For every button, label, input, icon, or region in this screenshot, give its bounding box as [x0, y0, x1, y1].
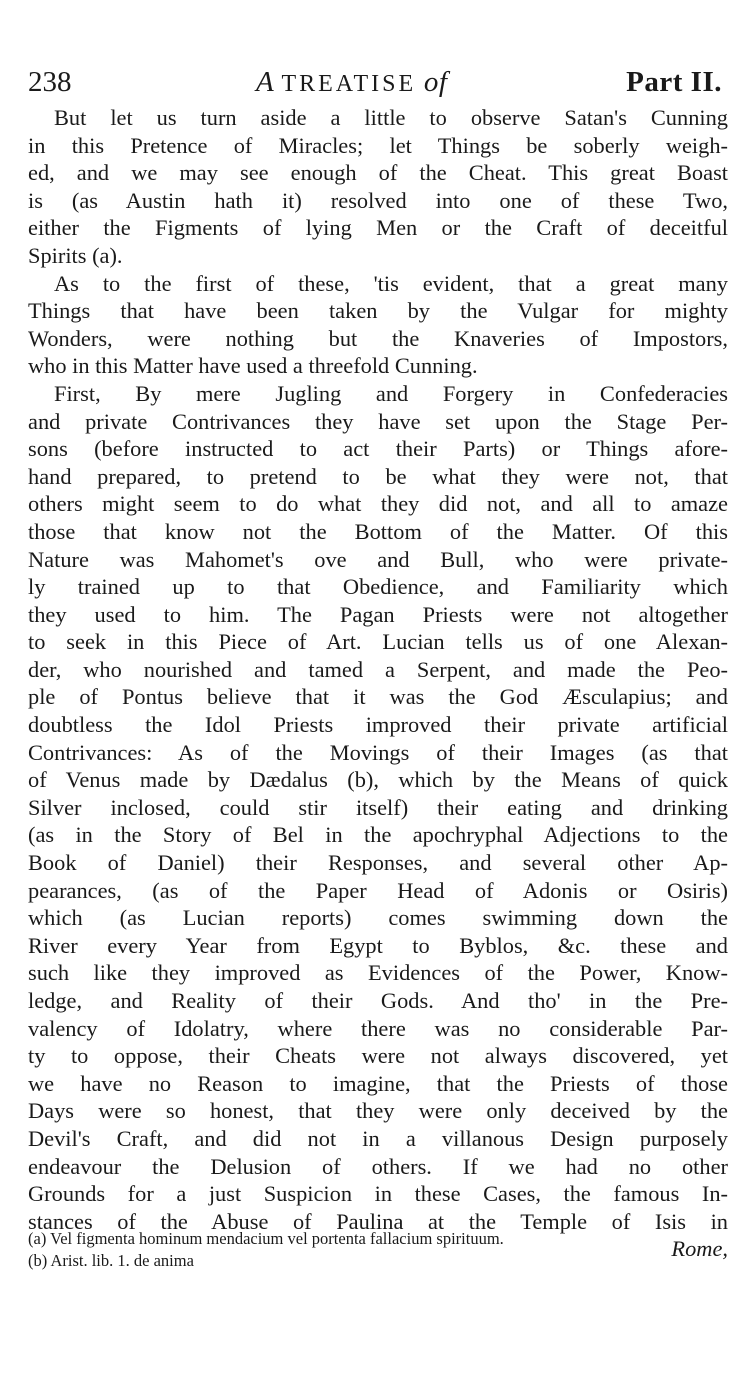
- text-line: we have no Reason to imagine, that the Priests of those: [28, 1070, 728, 1096]
- body-text: [28, 104, 728, 1263]
- text-line: Silver inclosed, could stir itself) their eating and drinking: [28, 794, 728, 820]
- text-line: Days were so honest, that they were only deceived by the: [28, 1098, 728, 1124]
- text-line: River every Year from Egypt to Byblos, &c. these and: [28, 932, 728, 958]
- text-line: ledge, and Reality of their Gods. And tho' in the Pre-: [28, 988, 728, 1013]
- footnote-a: (a) Vel figmenta hominum mendacium vel portenta fallacium spirituum.: [28, 1229, 504, 1248]
- part-label: Part II.: [626, 66, 722, 98]
- running-head: [28, 62, 726, 102]
- text-line: in this Pretence of Miracles; let Things be soberly weigh-: [28, 132, 728, 158]
- text-line: valency of Idolatry, where there was no considerable Par-: [28, 1015, 728, 1041]
- text-line: Devil's Craft, and did not in a villanous Design purposely: [28, 1125, 728, 1151]
- text-line: Spirits (a).: [28, 242, 123, 268]
- text-line: others might seem to do what they did not, and all to amaze: [28, 491, 728, 517]
- running-title-main: TREATISE: [281, 71, 417, 97]
- footnotes: [28, 1228, 728, 1272]
- text-line: ly trained up to that Obedience, and Familiarity which: [28, 574, 728, 600]
- text-line: of Venus made by Dædalus (b), which by the Means of quick: [28, 767, 728, 793]
- text-line: to seek in this Piece of Art. Lucian tells us of one Alexan-: [28, 629, 728, 655]
- text-line: (as in the Story of Bel in the apochryphal Adjections to the: [28, 822, 728, 848]
- page-number: 238: [28, 66, 72, 98]
- text-line: Things that have been taken by the Vulgar for mighty: [28, 298, 728, 324]
- text-line: those that know not the Bottom of the Matter. Of this: [28, 518, 728, 544]
- running-title: [256, 62, 447, 104]
- text-line: endeavour the Delusion of others. If we had no other: [28, 1153, 728, 1179]
- text-line: such like they improved as Evidences of the Power, Know-: [28, 960, 728, 986]
- text-line: who in this Matter have used a threefold Cunning.: [28, 353, 478, 379]
- text-line: either the Figments of lying Men or the Craft of deceitful: [28, 215, 728, 241]
- text-line: Book of Daniel) their Responses, and several other Ap-: [28, 850, 728, 876]
- running-title-article: A: [256, 66, 274, 98]
- text-line: Grounds for a just Suspicion in these Cases, the famous In-: [28, 1181, 728, 1207]
- text-line: First, By mere Jugling and Forgery in Confederacies: [54, 380, 728, 406]
- text-line: Wonders, were nothing but the Knaveries of Impostors,: [28, 325, 728, 351]
- catchword: Rome,: [671, 1236, 728, 1262]
- text-line: Nature was Mahomet's ove and Bull, who were private-: [28, 546, 728, 572]
- text-line: doubtless the Idol Priests improved their private artificial: [28, 712, 728, 738]
- text-line: pearances, (as of the Paper Head of Adonis or Osiris): [28, 877, 728, 903]
- text-line: and private Contrivances they have set upon the Stage Per-: [28, 408, 728, 434]
- text-line: As to the first of these, 'tis evident, that a great many: [54, 270, 728, 296]
- text-line: is (as Austin hath it) resolved into one of these Two,: [28, 187, 728, 213]
- text-line: ed, and we may see enough of the Cheat. This great Boast: [28, 160, 728, 186]
- text-line: Contrivances: As of the Movings of their Images (as that: [28, 739, 728, 765]
- text-line: ple of Pontus believe that it was the God Æsculapius; and: [28, 684, 728, 710]
- footnote-b: (b) Arist. lib. 1. de anima: [28, 1251, 194, 1270]
- text-line: they used to him. The Pagan Priests were not altogether: [28, 601, 728, 627]
- running-title-of: of: [423, 66, 448, 98]
- text-line: which (as Lucian reports) comes swimming down the: [28, 905, 728, 931]
- text-line: der, who nourished and tamed a Serpent, and made the Peo-: [28, 656, 728, 682]
- text-line: sons (before instructed to act their Parts) or Things afore-: [28, 436, 728, 462]
- text-line: ty to oppose, their Cheats were not always discovered, yet: [28, 1043, 728, 1069]
- text-line: stances of the Abuse of Paulina at the Temple of Isis in: [28, 1208, 728, 1234]
- text-line: But let us turn aside a little to observe Satan's Cunning: [54, 105, 728, 130]
- text-line: hand prepared, to pretend to be what they were not, that: [28, 463, 728, 489]
